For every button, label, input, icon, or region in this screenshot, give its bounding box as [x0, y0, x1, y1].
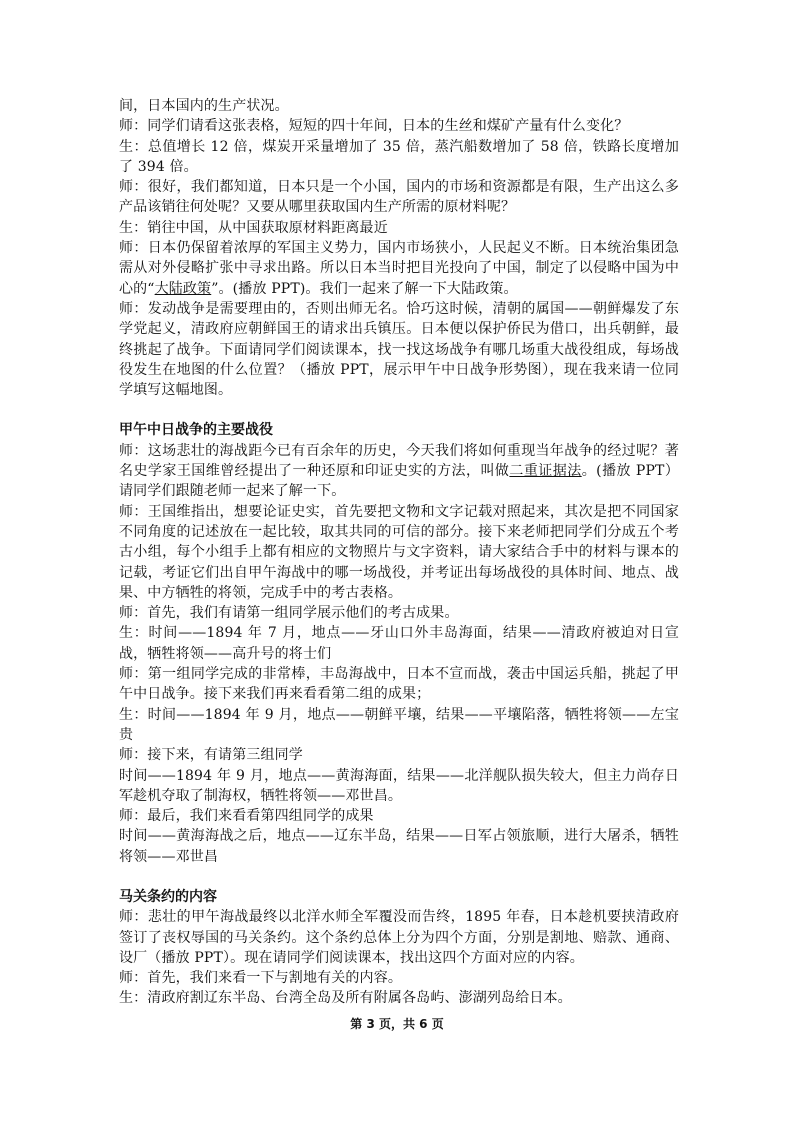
paragraph: 师：首先，我们有请第一组同学展示他们的考古成果。	[119, 605, 459, 622]
text: ”。(播放 PPT)。我们一起来了解一下大陆政策。	[211, 280, 518, 297]
paragraph: 师：发动战争是需要理由的，否则出师无名。恰巧这时候，清朝的属国——朝鲜爆发了东学党起义，清政府应朝鲜国王的请求出兵镇压。日本便以保护侨民为借口，出兵朝鲜，最终挑起了战争。下面请同学们阅读课本，找一找这场战争有哪几场重大战役组成，每场战役发生在地图的什么位置？（播放 PPT，展示甲午中日战争形势图），现在我来请一位同学填写这幅地图。	[119, 300, 679, 399]
paragraph: 生：总值增长 12 倍，煤炭开采量增加了 35 倍，蒸汽船数增加了 58 倍，铁路长度增加了 394 倍。	[119, 138, 679, 175]
paragraph: 师：第一组同学完成的非常棒，丰岛海战中，日本不宣而战，袭击中国运兵船，挑起了甲午中日战争。接下来我们再来看看第二组的成果；	[119, 666, 679, 703]
paragraph: 师：接下来，有请第三组同学	[119, 747, 303, 764]
paragraph: 时间——1894 年 9 月，地点——黄海海面，结果——北洋舰队损失较大，但主力尚存日军趁机夺取了制海权，牺牲将领——邓世昌。	[119, 767, 679, 804]
paragraph: 间，日本国内的生产状况。	[119, 98, 289, 114]
paragraph: 师：悲壮的甲午海战最终以北洋水师全军覆没而告终，1895 年春，日本趁机要挟清政府签订了丧权辱国的马关条约。这个条约总体上分为四个方面，分别是割地、赔款、通商、设厂（播放 PPT）。现在请同学们阅读课本，找出这四个方面对应的内容。	[119, 909, 679, 966]
paragraph: 生：时间——1894 年 7 月，地点——牙山口外丰岛海面，结果——清政府被迫对日宣战，牺牲将领——高升号的将士们	[119, 625, 679, 662]
spacer	[119, 867, 679, 887]
text: 师：这场悲壮的海战距今已有百余年的历史，今天我们将如何重现当年战争的经过呢？著名史学家王国维曾经提出了一种还原和印证史实的方法，叫做	[119, 442, 679, 480]
paragraph: 师：最后，我们来看看第四组同学的成果	[119, 808, 374, 825]
text: 师：日本仍保留着浓厚的军国主义势力，国内市场狭小，人民起义不断。日本统治集团急需从对外侵略扩张中寻求出路。所以日本当时把目光投向了中国，制定了以侵略中国为中心的“	[119, 240, 679, 297]
term-link-dual-evidence[interactable]: 二重证据法	[509, 463, 582, 480]
document-body	[119, 96, 679, 1009]
paragraph-dual-evidence	[119, 441, 679, 502]
section-heading-battles: 甲午中日战争的主要战役	[119, 422, 273, 439]
paragraph: 时间——黄海海战之后，地点——辽东半岛，结果——日军占领旅顺，进行大屠杀，牺牲将领——邓世昌	[119, 828, 679, 865]
section-heading-treaty: 马关条约的内容	[119, 888, 217, 905]
term-link-continental-policy[interactable]: 大陆政策	[154, 280, 212, 297]
paragraph: 生：时间——1894 年 9 月，地点——朝鲜平壤，结果——平壤陷落，牺牲将领——左宝贵	[119, 706, 679, 743]
paragraph: 生：清政府割辽东半岛、台湾全岛及所有附属各岛屿、澎湖列岛给日本。	[119, 990, 572, 1007]
paragraph: 生：销往中国，从中国获取原材料距离最近	[119, 219, 388, 236]
paragraph: 师：很好，我们都知道，日本只是一个小国，国内的市场和资源都是有限，生产出这么多产品该销往何处呢？又要从哪里获取国内生产所需的原材料呢？	[119, 179, 679, 216]
paragraph: 师：同学们请看这张表格，短短的四十年间，日本的生丝和煤矿产量有什么变化？	[119, 118, 629, 135]
spacer	[119, 400, 679, 420]
paragraph: 师：王国维指出，想要论证史实，首先要把文物和文字记载对照起来，其次是把不同国家不同角度的记述放在一起比较，取其共同的可信的部分。接下来老师把同学们分成五个考古小组，每个小组手上都有相应的文物照片与文字资料，请大家结合手中的材料与课本的记载，考证它们出自甲午海战中的哪一场战役，并考证出每场战役的具体时间、地点、战果、中方牺牲的将领，完成手中的考古表格。	[119, 503, 679, 601]
paragraph: 师：首先，我们来看一下与割地有关的内容。	[119, 970, 402, 987]
text: 。(播放 PPT）请同学们跟随老师一起来了解一下。	[119, 463, 679, 500]
page-number: 第 3 页，共 6 页	[350, 1017, 444, 1031]
paragraph-continental-policy	[119, 238, 679, 299]
